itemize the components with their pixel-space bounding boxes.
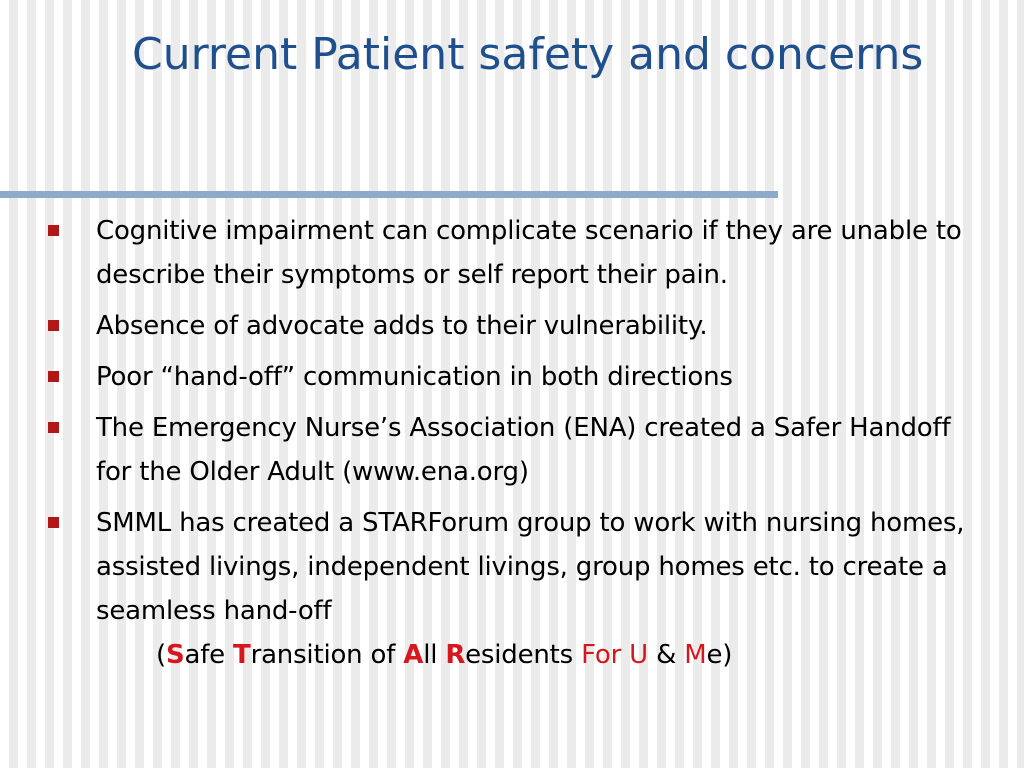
slide-title: Current Patient safety and concerns [132, 29, 924, 80]
bullet-item-2 [44, 304, 984, 348]
square-bullet-icon [48, 225, 59, 236]
acronym-open-paren: ( [156, 640, 166, 670]
acronym-letter-r: R [445, 640, 466, 670]
bullet-list [44, 209, 984, 684]
acronym-word-transition: ransition of [250, 640, 404, 670]
acronym-word-all: ll [423, 640, 446, 670]
square-bullet-icon [48, 371, 59, 382]
bullet-text: Poor “hand-off” communication in both directions [96, 362, 733, 392]
acronym-letter-a: A [403, 640, 424, 670]
acronym-letter-s: S [165, 640, 185, 670]
bullet-item-3 [44, 355, 984, 399]
acronym-word-safe: afe [184, 640, 234, 670]
title-divider [0, 191, 778, 198]
square-bullet-icon [48, 517, 59, 528]
bullet-text: Cognitive impairment can complicate scenario if they are unable to describe their symptoms or self report their pain. [96, 216, 962, 290]
bullet-item-4 [44, 406, 984, 494]
acronym-for-u: For U [581, 640, 649, 670]
bullet-text: The Emergency Nurse’s Association (ENA) created a Safer Handoff for the Older Adult (www.ena.org) [96, 413, 951, 487]
acronym-expansion [96, 633, 984, 677]
bullet-text: SMML has created a STARForum group to work with nursing homes, assisted livings, independent livings, group homes etc. to create a seamless hand-off [96, 508, 965, 626]
acronym-letter-t: T [233, 640, 251, 670]
square-bullet-icon [48, 320, 59, 331]
acronym-close-paren: ) [722, 640, 733, 670]
acronym-ampersand: & [648, 640, 685, 670]
acronym-word-me: e [706, 640, 723, 670]
bullet-item-5 [44, 501, 984, 677]
acronym-letter-m: M [684, 640, 707, 670]
acronym-word-residents: esidents [465, 640, 582, 670]
square-bullet-icon [48, 422, 59, 433]
bullet-item-1 [44, 209, 984, 297]
bullet-text: Absence of advocate adds to their vulnerability. [96, 311, 708, 341]
